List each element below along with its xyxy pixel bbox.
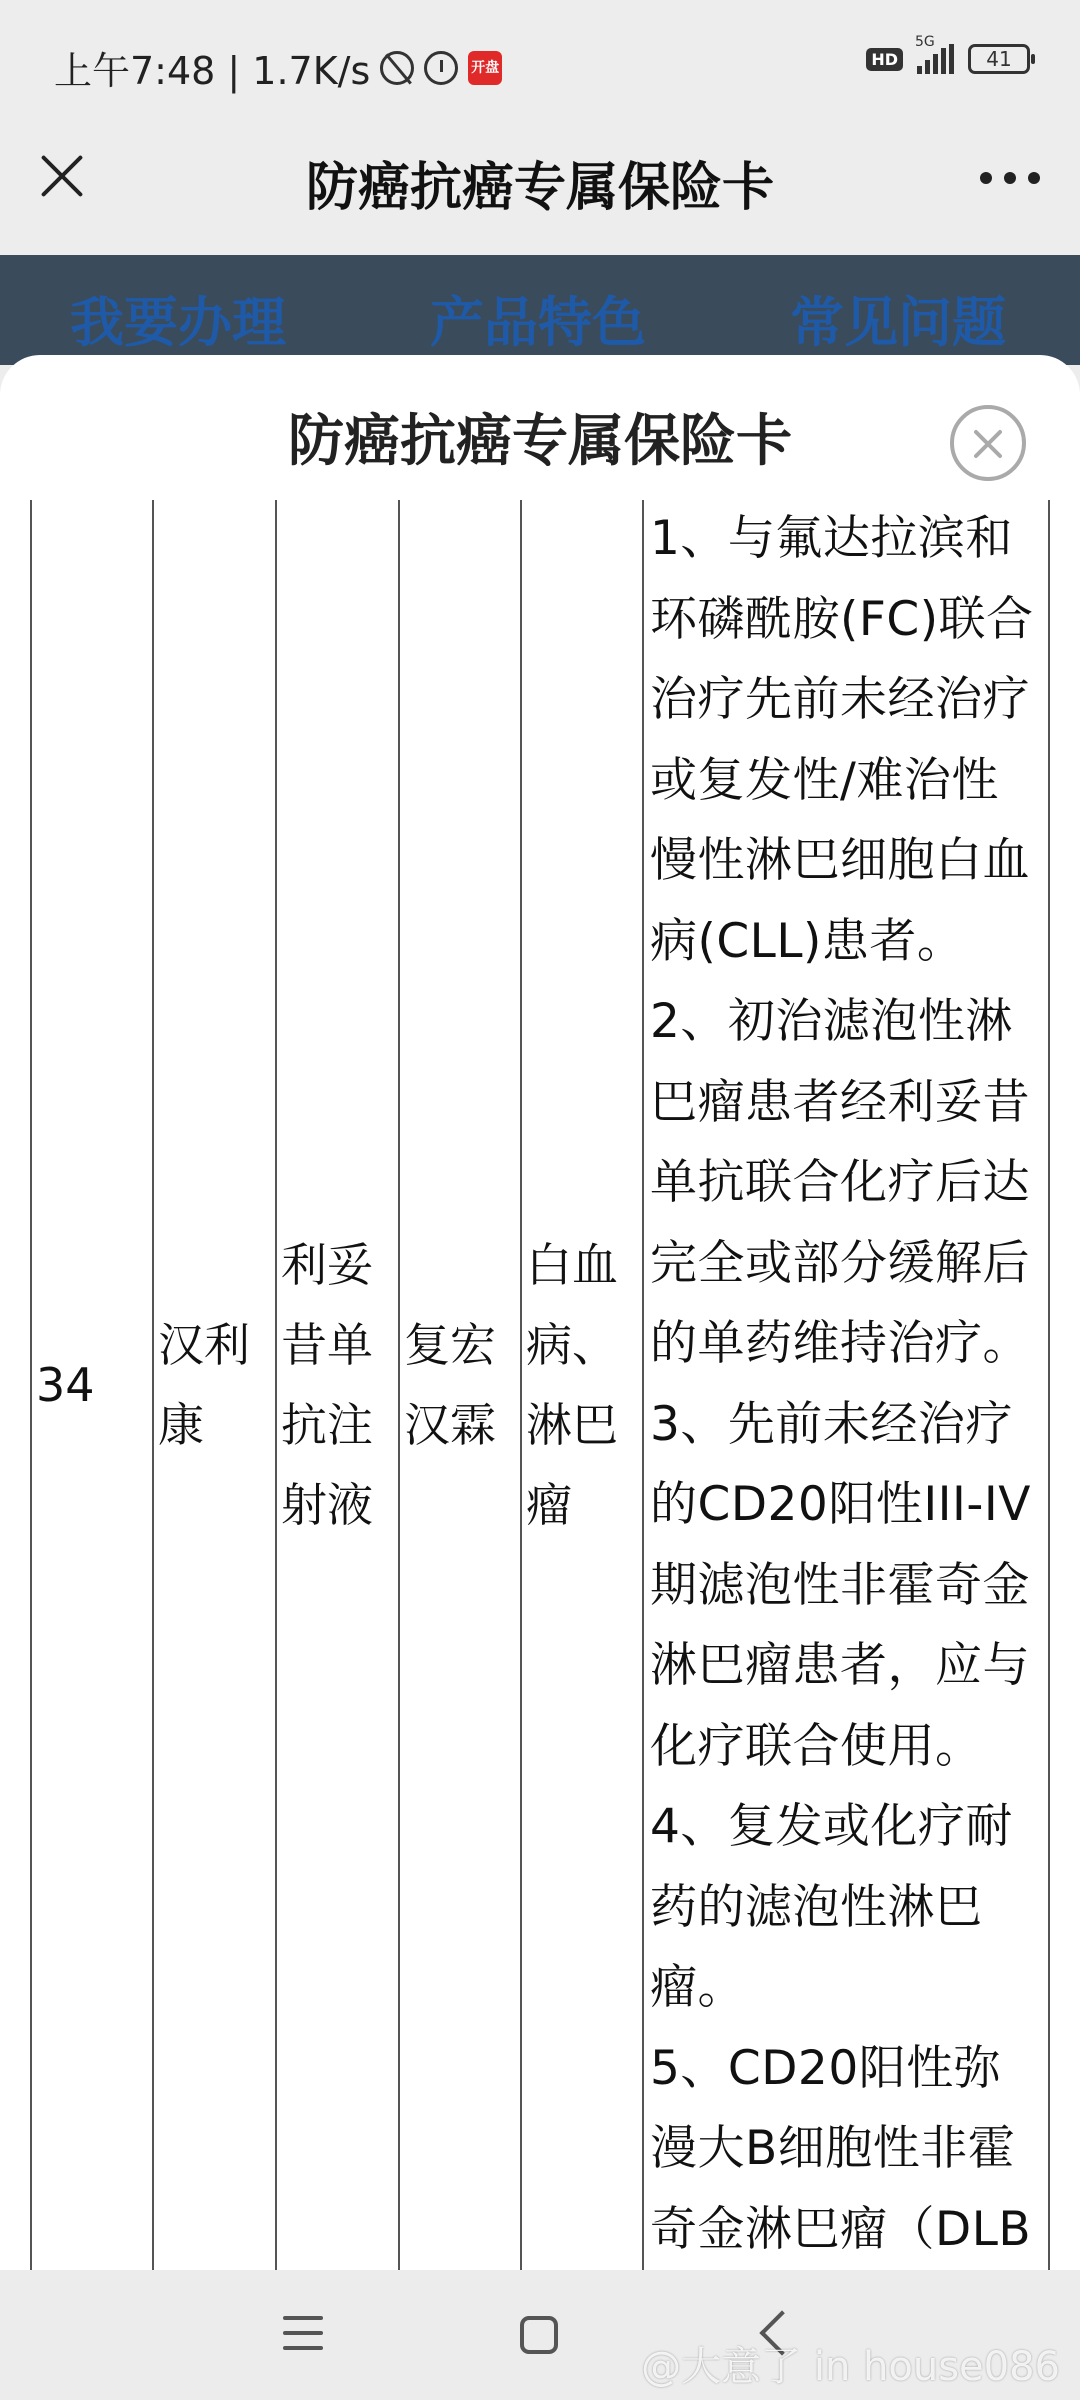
cell-brand [152, 500, 275, 2270]
indications-text: 1、与氟达拉滨和 环磷酰胺(FC)联合 治疗先前未经治疗 或复发性/难治性 慢性淋巴细胞白血 病(CLL)患者。 2、初治滤泡性淋 巴瘤患者经利妥昔 单抗联合化疗后达 完全或部分缓解后 的单药维持治疗。 3、先前未经治疗 的CD20阳性III-IV 期滤泡性非霍奇金 淋巴瘤患者，应与 化疗联合使用。 4、复发或化疗耐 药的滤泡性淋巴 瘤。 5、CD20阳性弥 漫大B细胞性非霍 奇金淋巴瘤（DLB [650, 511, 1034, 2257]
network-type-label: 5G [915, 34, 935, 50]
alarm-icon [424, 51, 458, 85]
menu-icon[interactable] [283, 2316, 323, 2352]
status-right [866, 34, 1030, 74]
drug-name: 利妥 昔单 抗注 射液 [281, 1238, 373, 1532]
mute-icon [380, 51, 414, 85]
row-index: 34 [36, 1358, 95, 1412]
cell-drug [275, 500, 398, 2270]
kaipan-app-icon: 开盘 [468, 51, 502, 85]
table-row [30, 500, 1050, 2270]
brand-name: 汉利 康 [158, 1318, 250, 1452]
sheet-title: 防癌抗癌专属保险卡 [288, 409, 792, 474]
hd-icon: HD [866, 48, 903, 71]
disease-name: 白血 病、 淋巴 瘤 [526, 1238, 618, 1532]
tab-apply[interactable]: 我要办理 [70, 291, 286, 354]
cell-index [30, 500, 152, 2270]
more-options-icon[interactable] [980, 172, 1040, 186]
sheet-close-button[interactable] [950, 405, 1026, 481]
product-detail-sheet [0, 355, 1080, 2270]
signal-icon [915, 34, 954, 74]
watermark: @大意了 in house086 [641, 2344, 1060, 2390]
status-bar [0, 0, 1080, 120]
cell-indications [642, 500, 1050, 2270]
status-left [54, 40, 502, 95]
cell-company [398, 500, 520, 2270]
status-time: 上午7:48 | 1.7K/s [54, 49, 371, 93]
company-name: 复宏 汉霖 [404, 1318, 496, 1452]
tab-features[interactable]: 产品特色 [430, 291, 646, 354]
cell-disease [520, 500, 642, 2270]
page-title: 防癌抗癌专属保险卡 [305, 158, 774, 218]
tab-faq[interactable]: 常见问题 [790, 291, 1006, 354]
home-icon[interactable] [520, 2316, 558, 2354]
battery-icon: 41 [968, 44, 1030, 74]
